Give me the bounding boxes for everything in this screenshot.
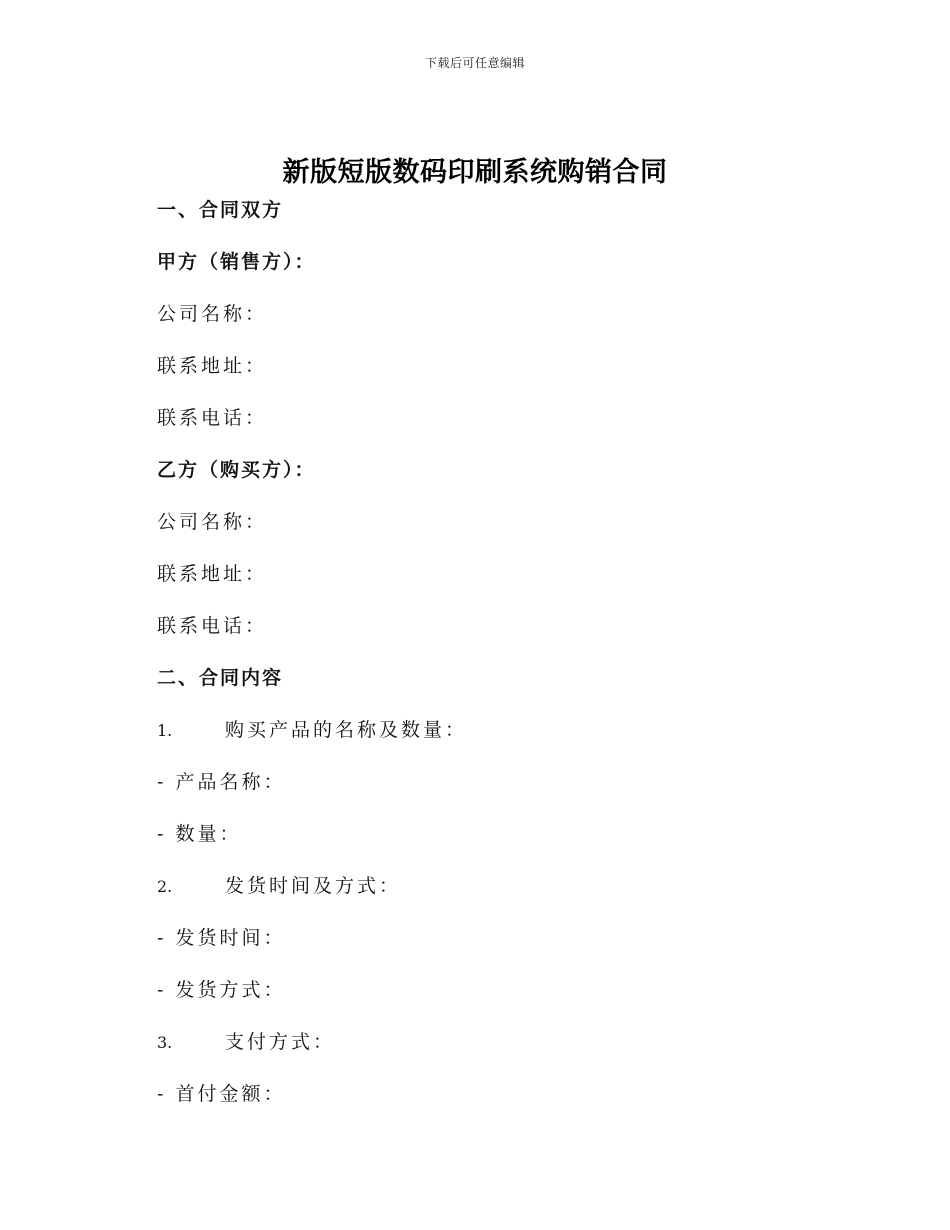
clause-3 [157,1024,797,1076]
party-a-heading: 甲方（销售方）： [157,251,316,273]
party-a-phone: 联系电话： [157,407,268,429]
shipping-method-item: - 发货方式： [157,979,286,1001]
clause-number: 1. [157,721,173,740]
clause-text: 支付方式： [225,1031,336,1053]
clause-text: 发货时间及方式： [225,875,402,897]
quantity-item: - 数量： [157,823,242,845]
party-b-phone: 联系电话： [157,615,268,637]
party-a-address: 联系地址： [157,355,268,377]
party-b-heading: 乙方（购买方）： [157,459,316,481]
clause-number: 3. [157,1033,173,1052]
party-b-company-name: 公司名称： [157,511,268,533]
product-name-item: - 产品名称： [157,771,286,793]
header-note: 下载后可任意编辑 [424,56,525,70]
party-b-address: 联系地址： [157,563,268,585]
down-payment-item: - 首付金额： [157,1083,286,1105]
party-a-company-name: 公司名称： [157,303,268,325]
clause-text: 购买产品的名称及数量： [225,719,468,741]
section-heading-content: 二、合同内容 [157,667,284,689]
clause-2 [157,868,797,920]
clause-1 [157,712,797,764]
document-title: 新版短版数码印刷系统购销合同 [282,157,668,188]
clause-number: 2. [157,877,173,896]
shipping-time-item: - 发货时间： [157,927,286,949]
section-heading-parties: 一、合同双方 [157,199,284,221]
document-body [157,192,797,1128]
